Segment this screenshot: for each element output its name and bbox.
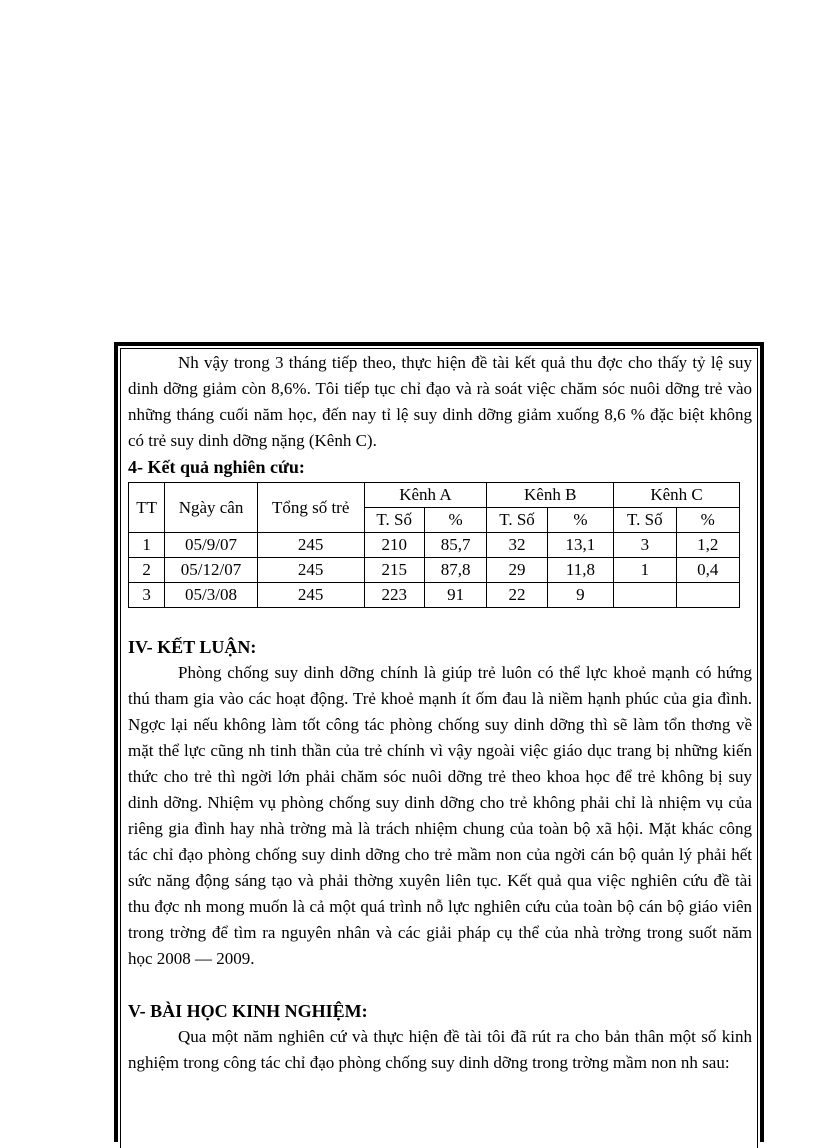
header-channel-c: Kênh C [614, 483, 740, 508]
cell-b-percent: 11,8 [547, 558, 613, 583]
header-c-count: T. Số [614, 508, 676, 533]
cell-b-percent: 9 [547, 583, 613, 608]
cell-c-count: 1 [614, 558, 676, 583]
cell-total: 245 [257, 533, 364, 558]
lessons-paragraph: Qua một năm nghiên cứ và thực hiện đề tài tôi đã rút ra cho bản thân một số kinh nghiệm trong công tác chỉ đạo phòng chống suy dinh dỡng trong trờng mầm non nh sau: [128, 1027, 752, 1072]
cell-a-count: 223 [364, 583, 424, 608]
header-total: Tổng số trẻ [257, 483, 364, 533]
cell-tt: 2 [129, 558, 165, 583]
cell-date: 05/9/07 [165, 533, 258, 558]
cell-a-count: 210 [364, 533, 424, 558]
cell-a-percent: 85,7 [424, 533, 486, 558]
conclusion-paragraph: Phòng chống suy dinh dỡng chính là giúp trẻ luôn có thể lực khoẻ mạnh có hứng thú tham gia vào các hoạt động. Trẻ khoẻ mạnh ít ốm đau là niềm hạnh phúc của gia đình. Ngợc lại nếu không làm tốt công tác phòng chống suy dinh dỡng thì sẽ làm tổn thơng về mặt thể lực cũng nh tinh thần của trẻ chính vì vậy ngoài việc giáo dục trang bị những kiến thức cho trẻ thì ngời lớn phải chăm sóc nuôi dỡng trẻ theo khoa học để trẻ không bị suy dinh dỡng. Nhiệm vụ phòng chống suy dinh dỡng cho trẻ không phải chỉ là nhiệm vụ của riêng gia đình hay nhà trờng mà là trách nhiệm chung của toàn bộ xã hội. Mặt khác công tác chỉ đạo phòng chống suy dinh dỡng cho trẻ mầm non của ngời cán bộ quản lý phải hết sức năng động sáng tạo và phải thờng xuyên liên tục. Kết quả qua việc nghiên cứu đề tài thu đợc nh mong muốn là cả một quá trình nỗ lực nghiên cứu của toàn bộ cán bộ giáo viên trong trờng để tìm ra nguyên nhân và các giải pháp cụ thể của nhà trờng trong suốt năm học 2008 — 2009. [128, 663, 752, 968]
cell-total: 245 [257, 583, 364, 608]
cell-date: 05/12/07 [165, 558, 258, 583]
header-channel-b: Kênh B [487, 483, 614, 508]
cell-c-percent: 0,4 [676, 558, 739, 583]
cell-c-count [614, 583, 676, 608]
table-row [129, 583, 740, 608]
cell-total: 245 [257, 558, 364, 583]
cell-c-count: 3 [614, 533, 676, 558]
table-row [129, 558, 740, 583]
document-body [128, 350, 752, 1076]
cell-c-percent: 1,2 [676, 533, 739, 558]
header-channel-a: Kênh A [364, 483, 487, 508]
cell-c-percent [676, 583, 739, 608]
header-b-count: T. Số [487, 508, 547, 533]
header-c-percent: % [676, 508, 739, 533]
header-a-percent: % [424, 508, 486, 533]
section-v-heading: V- BÀI HỌC KINH NGHIỆM: [128, 1001, 368, 1021]
results-table [128, 482, 740, 608]
cell-a-percent: 87,8 [424, 558, 486, 583]
cell-tt: 1 [129, 533, 165, 558]
header-tt: TT [129, 483, 165, 533]
header-a-count: T. Số [364, 508, 424, 533]
cell-a-count: 215 [364, 558, 424, 583]
cell-b-count: 22 [487, 583, 547, 608]
cell-b-count: 32 [487, 533, 547, 558]
intro-paragraph: Nh vậy trong 3 tháng tiếp theo, thực hiện đề tài kết quả thu đợc cho thấy tỷ lệ suy dinh dỡng giảm còn 8,6%. Tôi tiếp tục chỉ đạo và rà soát việc chăm sóc nuôi dỡng trẻ vào những tháng cuối năm học, đến nay tỉ lệ suy dinh dỡng giảm xuống 8,6 % đặc biệt không có trẻ suy dinh dỡng nặng (Kênh C). [128, 353, 752, 450]
table-header-row [129, 483, 740, 508]
section-4-heading: 4- Kết quả nghiên cứu: [128, 457, 305, 477]
section-iv-heading: IV- KẾT LUẬN: [128, 637, 257, 657]
header-b-percent: % [547, 508, 613, 533]
cell-a-percent: 91 [424, 583, 486, 608]
cell-tt: 3 [129, 583, 165, 608]
cell-b-percent: 13,1 [547, 533, 613, 558]
cell-date: 05/3/08 [165, 583, 258, 608]
cell-b-count: 29 [487, 558, 547, 583]
table-row [129, 533, 740, 558]
header-date: Ngày cân [165, 483, 258, 533]
